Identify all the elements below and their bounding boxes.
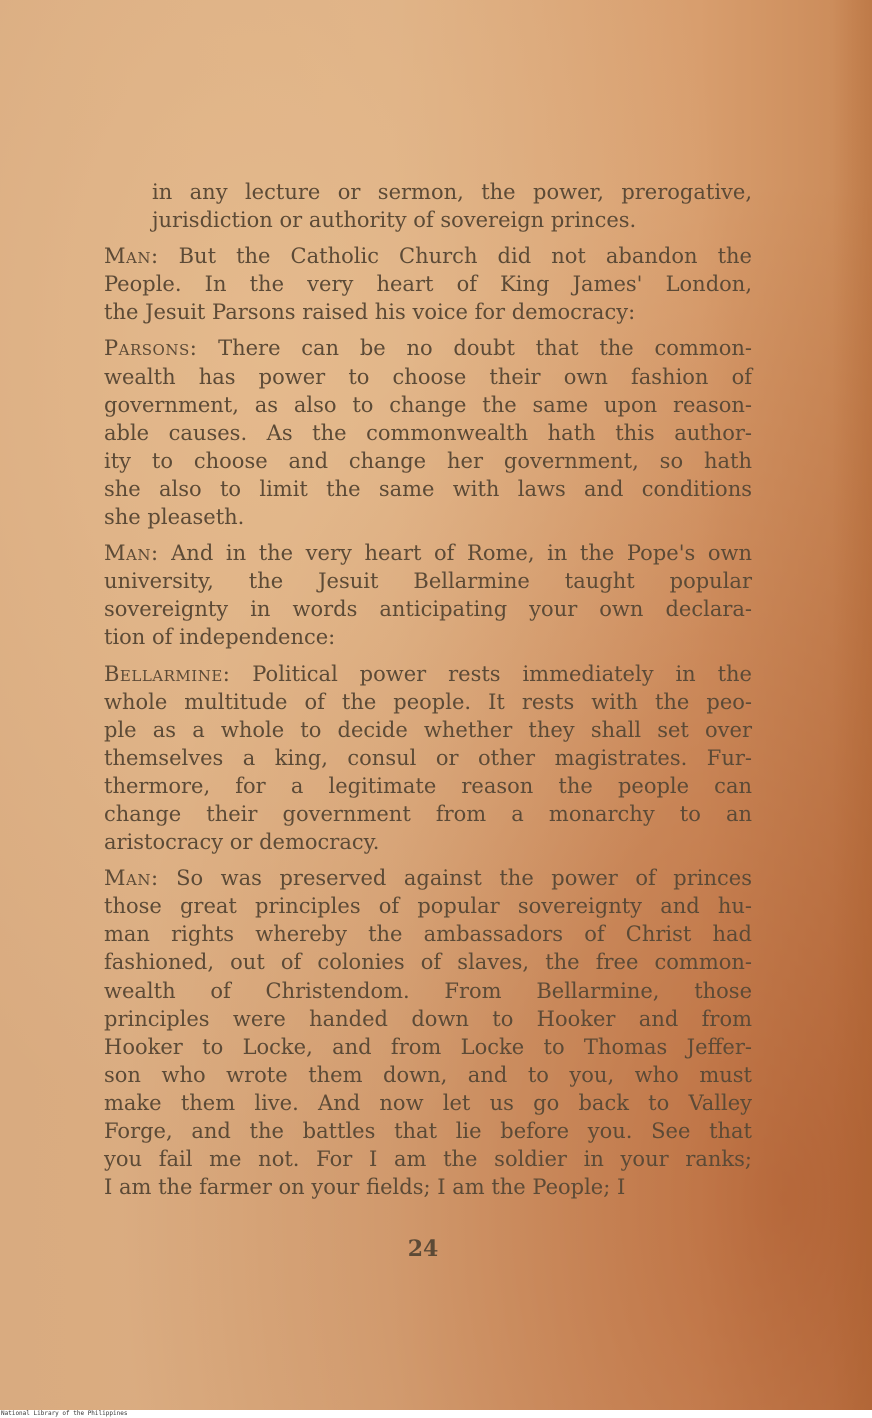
text-line xyxy=(104,1117,752,1145)
line-text: wealth has power to choose their own fashion of xyxy=(104,364,752,389)
line-text: There can be no doubt that the common- xyxy=(218,336,752,361)
line-text: aristocracy or democracy. xyxy=(104,830,380,855)
line-text: I am the farmer on your fields; I am the People; I xyxy=(104,1175,626,1200)
text-line xyxy=(104,539,752,567)
text-line xyxy=(104,660,752,688)
line-text: ple as a whole to decide whether they shall set over xyxy=(104,717,752,742)
speaker-name: Man: xyxy=(104,244,159,269)
text-line xyxy=(104,1005,752,1033)
text-line xyxy=(104,503,752,531)
line-text: those great principles of popular sovereignty and hu- xyxy=(104,894,752,919)
line-text: principles were handed down to Hooker and from xyxy=(104,1006,752,1031)
text-line xyxy=(104,270,752,298)
text-line xyxy=(104,744,752,772)
line-text: whole multitude of the people. It rests with the peo- xyxy=(104,689,752,714)
text-line xyxy=(104,1061,752,1089)
line-text: man rights whereby the ambassadors of Christ had xyxy=(104,922,752,947)
text-line xyxy=(104,363,752,391)
text-line xyxy=(104,977,752,1005)
line-text: wealth of Christendom. From Bellarmine, those xyxy=(104,978,752,1003)
paragraph xyxy=(104,178,752,234)
text-line xyxy=(152,206,752,234)
text-line xyxy=(104,1173,752,1201)
text-line xyxy=(104,864,752,892)
line-text: in any lecture or sermon, the power, prerogative, xyxy=(152,180,752,204)
line-text: able causes. As the commonwealth hath this author- xyxy=(104,420,752,445)
line-text: she also to limit the same with laws and conditions xyxy=(104,476,752,501)
line-text: So was preserved against the power of princes xyxy=(176,866,752,891)
paragraph xyxy=(104,334,752,531)
text-line xyxy=(104,447,752,475)
text-line xyxy=(152,178,752,206)
speaker-name: Man: xyxy=(104,866,159,891)
line-text: university, the Jesuit Bellarmine taught popular xyxy=(104,569,752,594)
line-text: sovereignty in words anticipating your own declara- xyxy=(104,597,752,622)
text-line xyxy=(104,828,752,856)
text-line xyxy=(104,1089,752,1117)
text-line xyxy=(104,419,752,447)
text-line xyxy=(104,1033,752,1061)
line-text: you fail me not. For I am the soldier in your ranks; xyxy=(104,1147,752,1172)
line-text: Hooker to Locke, and from Locke to Thomas Jeffer- xyxy=(104,1034,752,1059)
text-line xyxy=(104,716,752,744)
text-line xyxy=(104,334,752,362)
text-line xyxy=(104,920,752,948)
speaker-name: Man: xyxy=(104,541,159,566)
library-credit: National Library of the Philippines xyxy=(1,1410,128,1417)
text-line xyxy=(104,298,752,326)
paragraph xyxy=(104,242,752,326)
text-line xyxy=(104,1145,752,1173)
text-line xyxy=(104,772,752,800)
text-line xyxy=(104,800,752,828)
line-text: son who wrote them down, and to you, who must xyxy=(104,1062,752,1087)
line-text: Forge, and the battles that lie before you. See that xyxy=(104,1119,752,1143)
text-line xyxy=(104,688,752,716)
page-number: 24 xyxy=(407,1236,439,1262)
line-text: fashioned, out of colonies of slaves, the free common- xyxy=(104,950,752,975)
speaker-name: Bellarmine: xyxy=(104,661,231,686)
line-text: she pleaseth. xyxy=(104,505,245,530)
line-text: government, as also to change the same upon reason- xyxy=(104,392,752,417)
text-line xyxy=(104,391,752,419)
text-line xyxy=(104,475,752,503)
speaker-name: Parsons: xyxy=(104,336,198,361)
footer-bar xyxy=(0,1410,872,1418)
line-text: jurisdiction or authority of sovereign princes. xyxy=(152,208,637,233)
page-text xyxy=(104,178,752,1209)
line-text: But the Catholic Church did not abandon the xyxy=(178,244,752,269)
text-line xyxy=(104,892,752,920)
text-line xyxy=(104,948,752,976)
paragraph xyxy=(104,539,752,651)
line-text: tion of independence: xyxy=(104,625,336,650)
line-text: People. In the very heart of King James' London, xyxy=(104,272,752,297)
paragraph xyxy=(104,864,752,1201)
line-text: themselves a king, consul or other magistrates. Fur- xyxy=(104,745,752,770)
line-text: the Jesuit Parsons raised his voice for democracy: xyxy=(104,300,636,325)
line-text: Political power rests immediately in the xyxy=(252,661,752,686)
paragraph xyxy=(104,660,752,857)
text-line xyxy=(104,242,752,270)
line-text: And in the very heart of Rome, in the Pope's own xyxy=(171,541,752,566)
text-line xyxy=(104,567,752,595)
line-text: ity to choose and change her government, so hath xyxy=(104,448,752,473)
text-line xyxy=(104,623,752,651)
line-text: make them live. And now let us go back to Valley xyxy=(104,1090,752,1115)
line-text: change their government from a monarchy to an xyxy=(104,801,752,826)
line-text: thermore, for a legitimate reason the people can xyxy=(104,773,752,798)
text-line xyxy=(104,595,752,623)
